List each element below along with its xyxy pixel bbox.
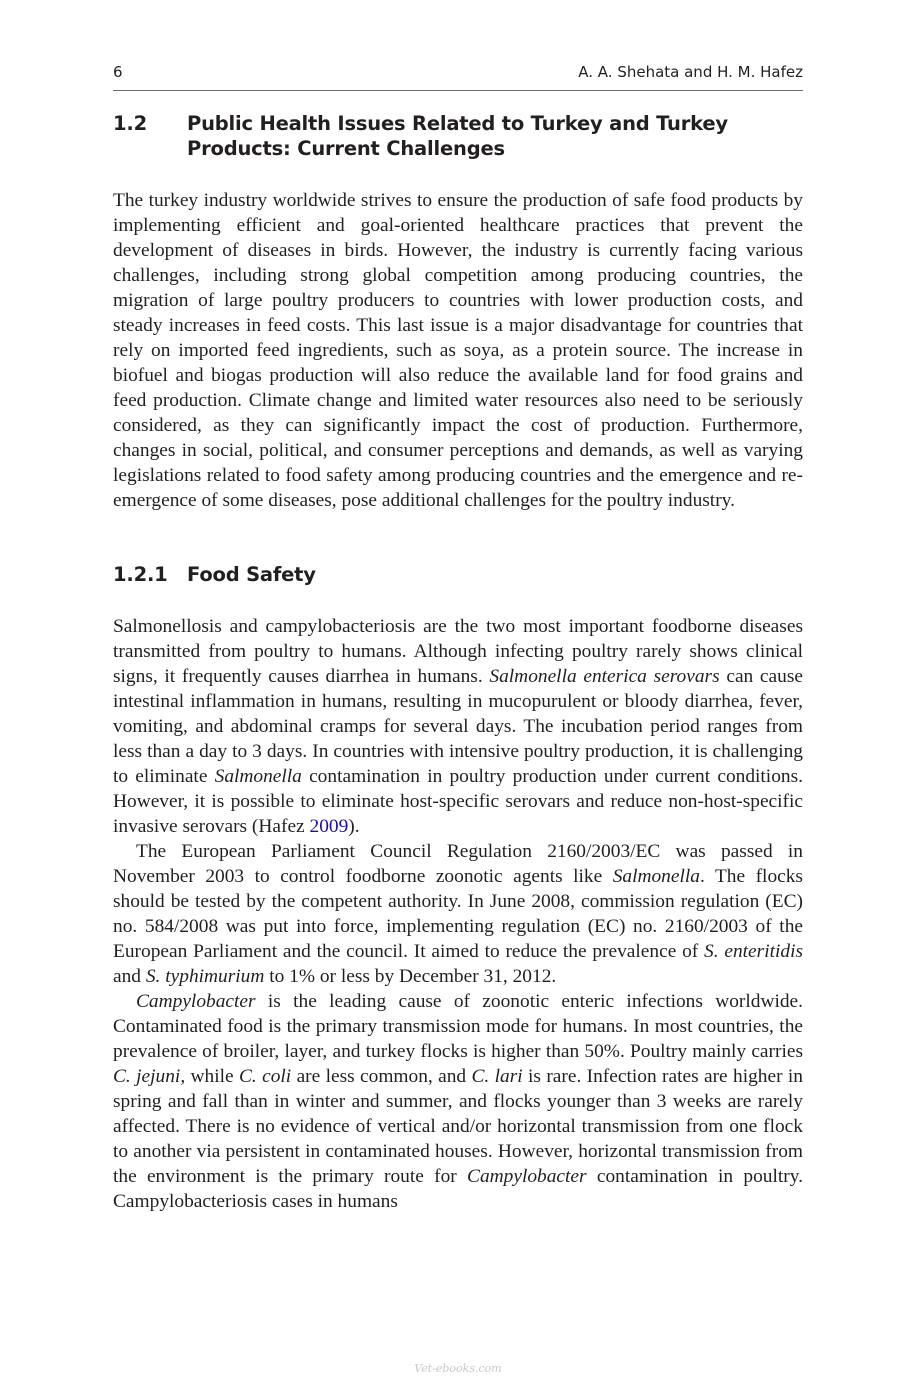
italic-term: C. coli [238,1066,292,1087]
italic-term: Salmonella enterica serovars [489,666,720,687]
text-run: contamination in poultry. Campylobacteriosis cases in humans [113,1166,803,1212]
running-head-authors: A. A. Shehata and H. M. Hafez [578,63,803,81]
italic-term: Campylobacter [467,1166,587,1187]
text-run: , while [180,1066,239,1087]
italic-term: Campylobacter [136,991,256,1012]
section-number: 1.2 [113,112,147,135]
watermark-logo: Vet-ebooks.com [414,1362,502,1375]
italic-term: C. lari [471,1066,523,1087]
subsection-heading [113,562,803,587]
italic-term: C. jejuni [113,1066,181,1087]
section-title [187,111,803,161]
text-run: The European Parliament Council Regulation 2160/2003/EC was passed in November 2003 to control foodborne zoonotic agents like [113,841,803,887]
text-run: are less common, and [291,1066,472,1087]
subsection-number: 1.2.1 [113,563,168,586]
text-run: ). [348,816,360,837]
text-run: . The flocks should be tested by the competent authority. In June 2008, commission regulation (EC) no. 584/2008 was put into force, implementing regulation (EC) no. 2160/2003 of the European Parliament and the council. It aimed to reduce the prevalence of [113,866,803,962]
italic-term: S. enteritidis [704,941,804,962]
text-run: is rare. Infection rates are higher in spring and fall than in winter and summer, and flocks younger than 3 weeks are rarely affected. There is no evidence of vertical and/or horizontal transmission from one flock to another via persistent in contaminated houses. However, horizontal transmission from the environment is the primary route for [113,1066,803,1187]
text-run: to 1% or less by December 31, 2012. [264,966,557,987]
italic-term: Salmonella [214,766,302,787]
subsection-title: Food Safety [187,563,316,586]
paragraph-regulation [113,839,803,989]
text-run: Salmonellosis and campylobacteriosis are the two most important foodborne diseases transmitted from poultry to humans. Although infecting poultry rarely shows clinical signs, it frequently causes diarrhea in humans. [113,616,803,687]
section-paragraph: The turkey industry worldwide strives to ensure the production of safe food products by implementing efficient and goal-oriented healthcare practices that prevent the development of diseases in birds. However, the industry is currently facing various challenges, including strong global competition among producing countries, the migration of large poultry producers to countries with lower production costs, and steady increases in feed costs. This last issue is a major disadvantage for countries that rely on imported feed ingredients, such as soya, as a protein source. The increase in biofuel and biogas production will also reduce the available land for food grains and feed production. Climate change and limited water resources also need to be seriously considered, as they can significantly impact the cost of production. Furthermore, changes in social, political, and consumer perceptions and demands, as well as varying legislations related to food safety among producing countries and the emergence and re-emergence of some diseases, pose additional challenges for the poultry industry. [113,190,803,511]
paragraph-campylobacter [113,989,803,1214]
section-heading [113,111,803,161]
text-run: contamination in poultry production under current conditions. However, it is possible to eliminate host-specific serovars and reduce non-host-specific invasive serovars (Hafez [113,766,803,837]
paragraph-salmonellosis [113,614,803,839]
book-page [113,62,803,1214]
italic-term: Salmonella [612,866,700,887]
text-run: and [113,966,146,987]
italic-term: S. typhimurium [145,966,265,987]
page-number: 6 [113,63,123,81]
citation-link-2009[interactable]: 2009 [309,816,349,837]
section-title-line2: Products: Current Challenges [187,137,505,160]
text-run: is the leading cause of zoonotic enteric infections worldwide. Contaminated food is the primary transmission mode for humans. In most countries, the prevalence of broiler, layer, and turkey flocks is higher than 50%. Poultry mainly carries [113,991,803,1062]
running-head [113,62,803,91]
text-run: can cause intestinal inflammation in humans, resulting in mucopurulent or bloody diarrhea, fever, vomiting, and abdominal cramps for several days. The incubation period ranges from less than a day to 3 days. In countries with intensive poultry production, it is challenging to eliminate [113,666,803,787]
section-title-line1: Public Health Issues Related to Turkey and Turkey [187,112,728,135]
